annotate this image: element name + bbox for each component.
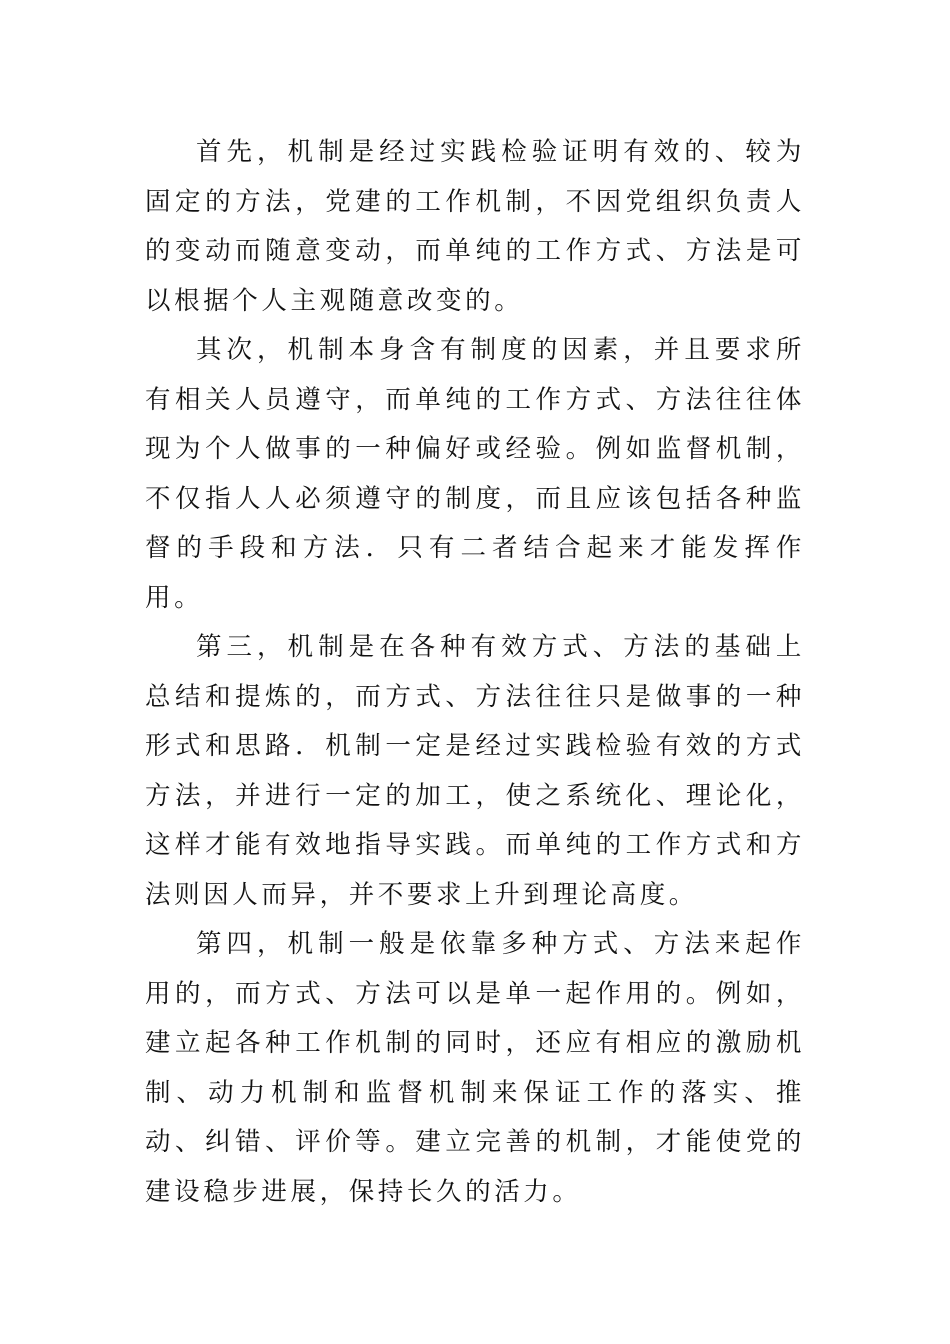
paragraph-4: 第四，机制一般是依靠多种方式、方法来起作用的，而方式、方法可以是单一起作用的。例如，建立起各种工作机制的同时，还应有相应的激励机制、动力机制和监督机制来保证工作的落实、推动、纠错、评价等。建立完善的机制，才能使党的建设稳步进展，保持长久的活力。: [145, 929, 805, 1207]
paragraph-2: 其次，机制本身含有制度的因素，并且要求所有相关人员遵守，而单纯的工作方式、方法往往体现为个人做事的一种偏好或经验。例如监督机制，不仅指人人必须遵守的制度，而且应该包括各种监督的手段和方法．只有二者结合起来才能发挥作用。: [145, 335, 805, 613]
paragraph-1: 首先，机制是经过实践检验证明有效的、较为固定的方法，党建的工作机制，不因党组织负责人的变动而随意变动，而单纯的工作方式、方法是可以根据个人主观随意改变的。: [145, 137, 805, 316]
paragraph-3: 第三，机制是在各种有效方式、方法的基础上总结和提炼的，而方式、方法往往只是做事的一种形式和思路．机制一定是经过实践检验有效的方式方法，并进行一定的加工，使之系统化、理论化，这样才能有效地指导实践。而单纯的工作方式和方法则因人而异，并不要求上升到理论高度。: [145, 632, 805, 910]
document-body: [145, 128, 805, 1217]
